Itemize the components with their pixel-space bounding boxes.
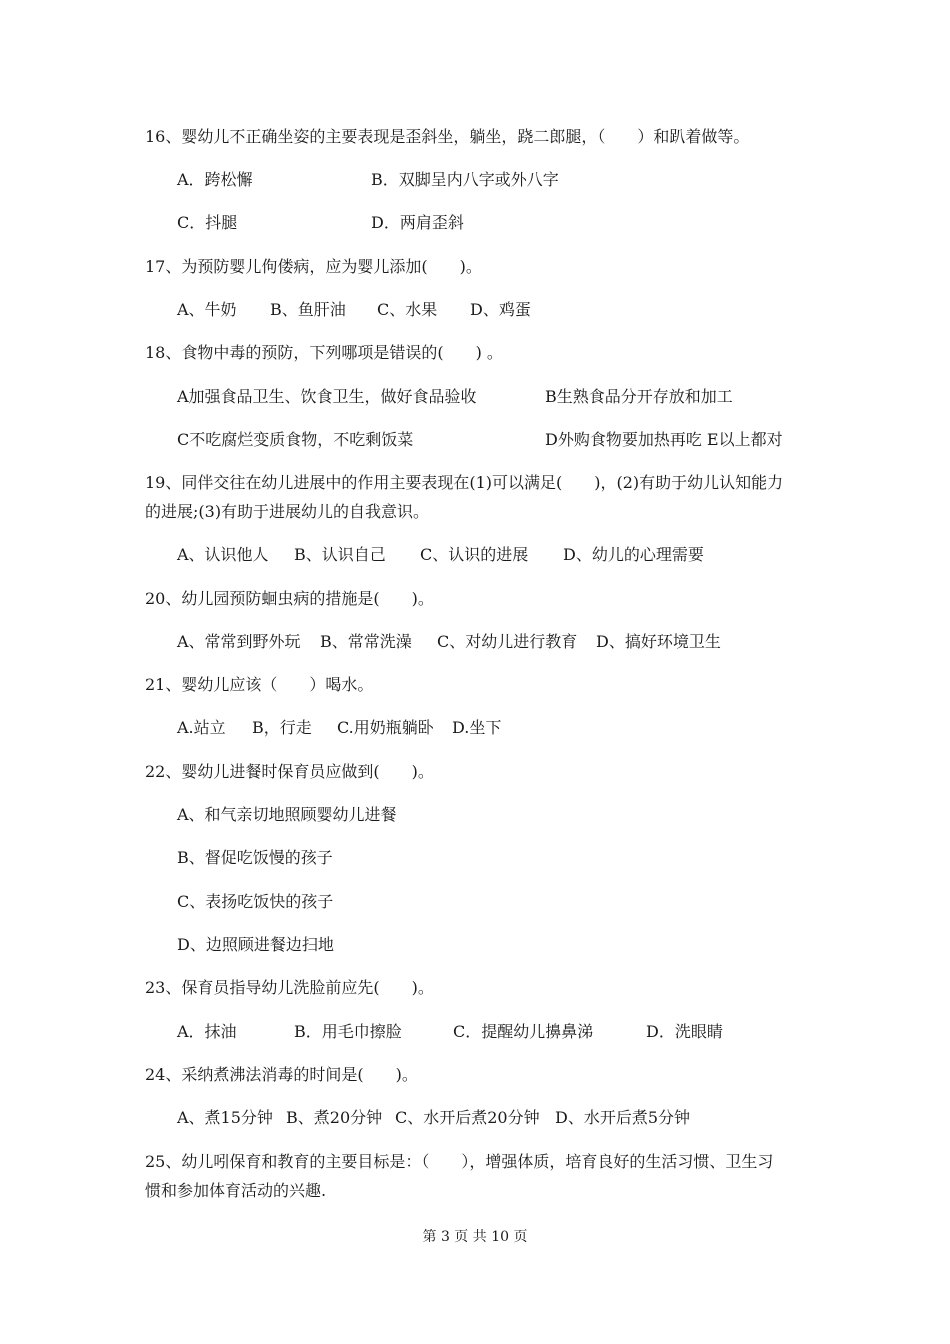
option-b: B生熟食品分开存放和加工 [545, 387, 733, 406]
question-text: 22、婴幼儿进餐时保育员应做到( )。 [145, 762, 434, 781]
option-a: A、牛奶 [177, 300, 237, 319]
option-b: B．用毛巾擦脸 [294, 1022, 402, 1041]
option-c: C、对幼儿进行教育 [437, 632, 578, 651]
option-b: B、常常洗澡 [320, 632, 412, 651]
option-c: C、水果 [377, 300, 438, 319]
option-c: C．提醒幼儿擤鼻涕 [453, 1022, 594, 1041]
option-b: B、督促吃饭慢的孩子 [177, 848, 333, 867]
option-c: C不吃腐烂变质食物，不吃剩饭菜 [177, 430, 414, 449]
option-c: C、认识的进展 [420, 545, 529, 564]
option-d: D．两肩歪斜 [371, 213, 464, 232]
option-b: B．双脚呈内八字或外八字 [371, 170, 559, 189]
option-c: C、水开后煮20分钟 [395, 1108, 540, 1127]
question-text: 17、为预防婴儿佝偻病，应为婴儿添加( )。 [145, 257, 482, 276]
option-a: A、认识他人 [177, 545, 269, 564]
option-a: A、煮15分钟 [177, 1108, 273, 1127]
option-d: D.坐下 [452, 718, 502, 737]
option-a: A、常常到野外玩 [177, 632, 301, 651]
option-a: A加强食品卫生、饮食卫生，做好食品验收 [177, 387, 477, 406]
option-a: A、和气亲切地照顾婴幼儿进餐 [177, 805, 397, 824]
option-d: D、水开后煮5分钟 [555, 1108, 691, 1127]
page-footer: 第 3 页 共 10 页 [422, 1229, 528, 1245]
option-a: A．跨松懈 [177, 170, 253, 189]
question-text: 25、幼儿吲保育和教育的主要目标是：（ ），增强体质，培育良好的生活习惯、卫生习 [145, 1152, 774, 1171]
option-b: B、认识自己 [294, 545, 386, 564]
question-text-continued: 的进展;(3)有助于进展幼儿的自我意识。 [145, 502, 430, 521]
question-text-continued: 惯和参加体育活动的兴趣. [145, 1181, 327, 1200]
question-text: 18、食物中毒的预防，下列哪项是错误的( ) 。 [145, 343, 503, 362]
option-d: D、幼儿的心理需要 [563, 545, 704, 564]
option-b: B、煮20分钟 [286, 1108, 383, 1127]
option-a: A.站立 [177, 718, 226, 737]
question-text: 16、婴幼儿不正确坐姿的主要表现是歪斜坐，躺坐，跷二郎腿，（ ）和趴着做等。 [145, 127, 750, 146]
option-d: D、鸡蛋 [470, 300, 531, 319]
option-a: A．抹油 [177, 1022, 237, 1041]
option-c: C、表扬吃饭快的孩子 [177, 892, 334, 911]
option-d: D．洗眼睛 [646, 1022, 723, 1041]
option-d: D、边照顾进餐边扫地 [177, 935, 334, 954]
option-b: B，行走 [252, 718, 312, 737]
option-d-e: D外购食物要加热再吃 E以上都对 [545, 430, 783, 449]
option-d: D、搞好环境卫生 [596, 632, 721, 651]
question-text: 23、保育员指导幼儿洗脸前应先( )。 [145, 978, 434, 997]
option-c: C.用奶瓶躺卧 [337, 718, 434, 737]
question-text: 24、采纳煮沸法消毒的时间是( )。 [145, 1065, 418, 1084]
question-text: 21、婴幼儿应该（ ）喝水。 [145, 675, 374, 694]
question-text: 19、同伴交往在幼儿进展中的作用主要表现在(1)可以满足( )，(2)有助于幼儿认知能力 [145, 473, 784, 492]
question-text: 20、幼儿园预防蛔虫病的措施是( )。 [145, 589, 434, 608]
option-b: B、鱼肝油 [270, 300, 346, 319]
option-c: C．抖腿 [177, 213, 238, 232]
